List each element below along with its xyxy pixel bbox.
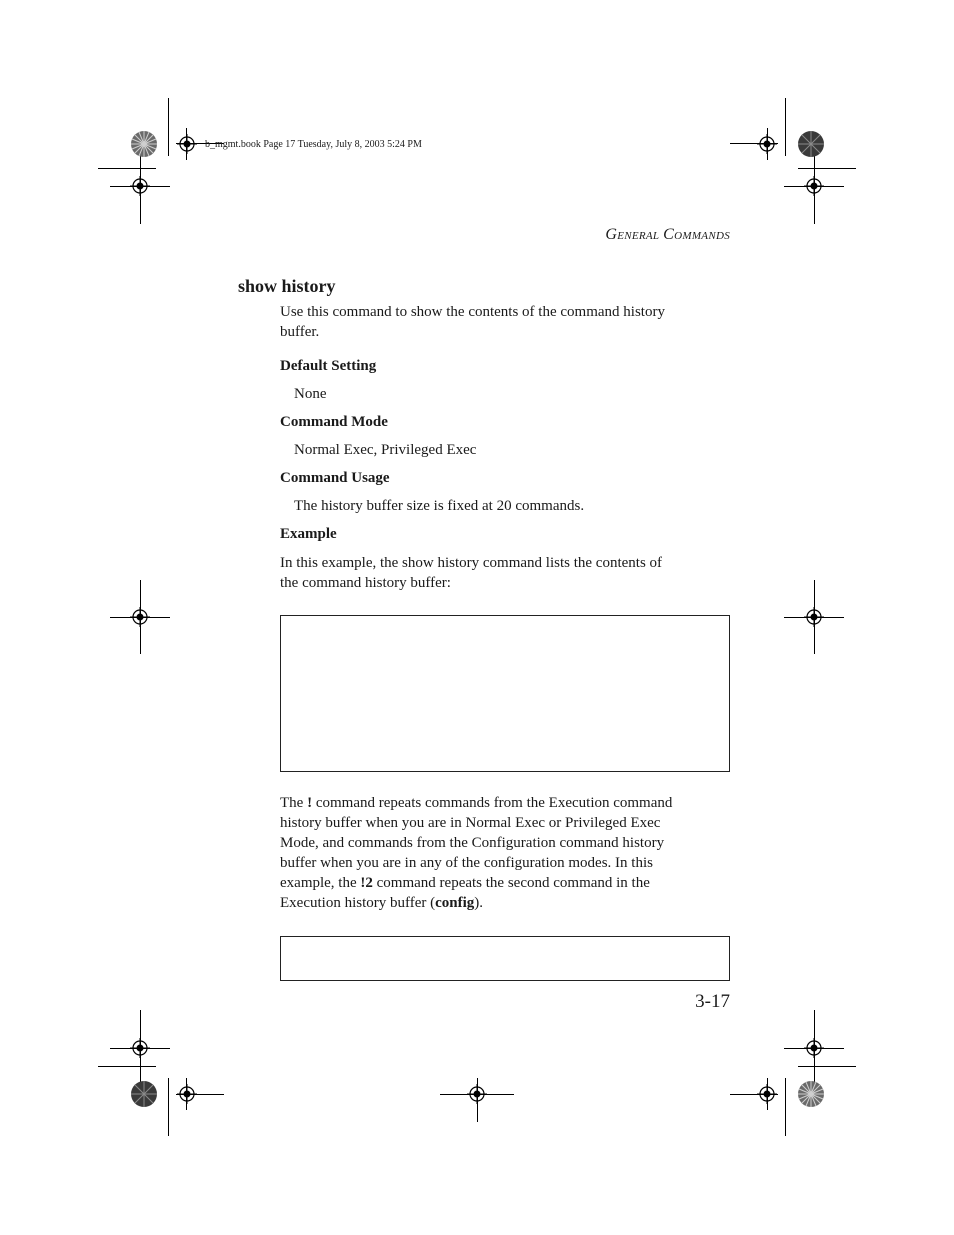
default-setting-value: None: [294, 386, 327, 402]
paragraph-line-3: Mode, and commands from the Configuration command history: [280, 835, 665, 851]
intro-line-1: Use this command to show the contents of the command history: [280, 304, 665, 320]
running-head-g: G: [605, 226, 618, 243]
paragraph-line-6: [280, 893, 730, 913]
registration-mark-icon: [757, 134, 777, 154]
text-span: command repeats the second command in the: [372, 875, 650, 891]
bang-command: !: [307, 795, 313, 811]
color-wheel-icon: [797, 1080, 825, 1108]
print-info: b_mgmt.book Page 17 Tuesday, July 8, 2003 5:24 PM: [205, 139, 422, 150]
registration-mark-icon: [130, 176, 150, 196]
text-span: example, the: [280, 875, 361, 891]
text-span: Execution history buffer (: [280, 895, 436, 911]
command-usage-value: The history buffer size is fixed at 20 commands.: [294, 498, 585, 514]
example-line-2: the command history buffer:: [280, 575, 451, 591]
code-example-box-2: [280, 936, 730, 981]
default-setting-heading: Default Setting: [280, 358, 377, 374]
registration-mark-icon: [467, 1084, 487, 1104]
example-heading: Example: [280, 526, 337, 542]
registration-mark-icon: [130, 607, 150, 627]
code-example-box: [280, 615, 730, 772]
registration-mark-icon: [757, 1084, 777, 1104]
section-intro: [280, 302, 730, 342]
config-command: config: [435, 895, 475, 911]
color-wheel-icon: [130, 130, 158, 158]
registration-mark-icon: [130, 1038, 150, 1058]
text-span: The: [280, 795, 308, 811]
bang-2-command: !2: [360, 875, 373, 891]
repeat-command-paragraph: [280, 793, 730, 913]
registration-mark-icon: [804, 607, 824, 627]
registration-mark-icon: [804, 1038, 824, 1058]
page-number: 3-17: [695, 991, 730, 1012]
running-head: [605, 226, 730, 244]
section-title: show history: [238, 276, 336, 296]
command-usage-heading: Command Usage: [280, 470, 390, 486]
running-head-ommands: OMMANDS: [674, 230, 730, 242]
command-mode-value: Normal Exec, Privileged Exec: [294, 442, 477, 458]
text-span: command repeats commands from the Execution command: [312, 795, 673, 811]
registration-mark-icon: [177, 1084, 197, 1104]
paragraph-line-4: buffer when you are in any of the configuration modes. In this: [280, 855, 653, 871]
example-line-1: In this example, the show history command lists the contents of: [280, 555, 663, 571]
color-wheel-icon: [797, 130, 825, 158]
example-description: [280, 553, 730, 593]
registration-mark-icon: [177, 134, 197, 154]
paragraph-line-1: [280, 793, 730, 813]
text-span: ).: [474, 895, 484, 911]
paragraph-line-5: [280, 873, 730, 893]
running-head-c: C: [663, 226, 675, 243]
paragraph-line-2: history buffer when you are in Normal Exec or Privileged Exec: [280, 815, 661, 831]
intro-line-2: buffer.: [280, 324, 320, 340]
command-mode-heading: Command Mode: [280, 414, 388, 430]
color-wheel-icon: [130, 1080, 158, 1108]
registration-mark-icon: [804, 176, 824, 196]
running-head-eneral: ENERAL: [617, 230, 660, 242]
